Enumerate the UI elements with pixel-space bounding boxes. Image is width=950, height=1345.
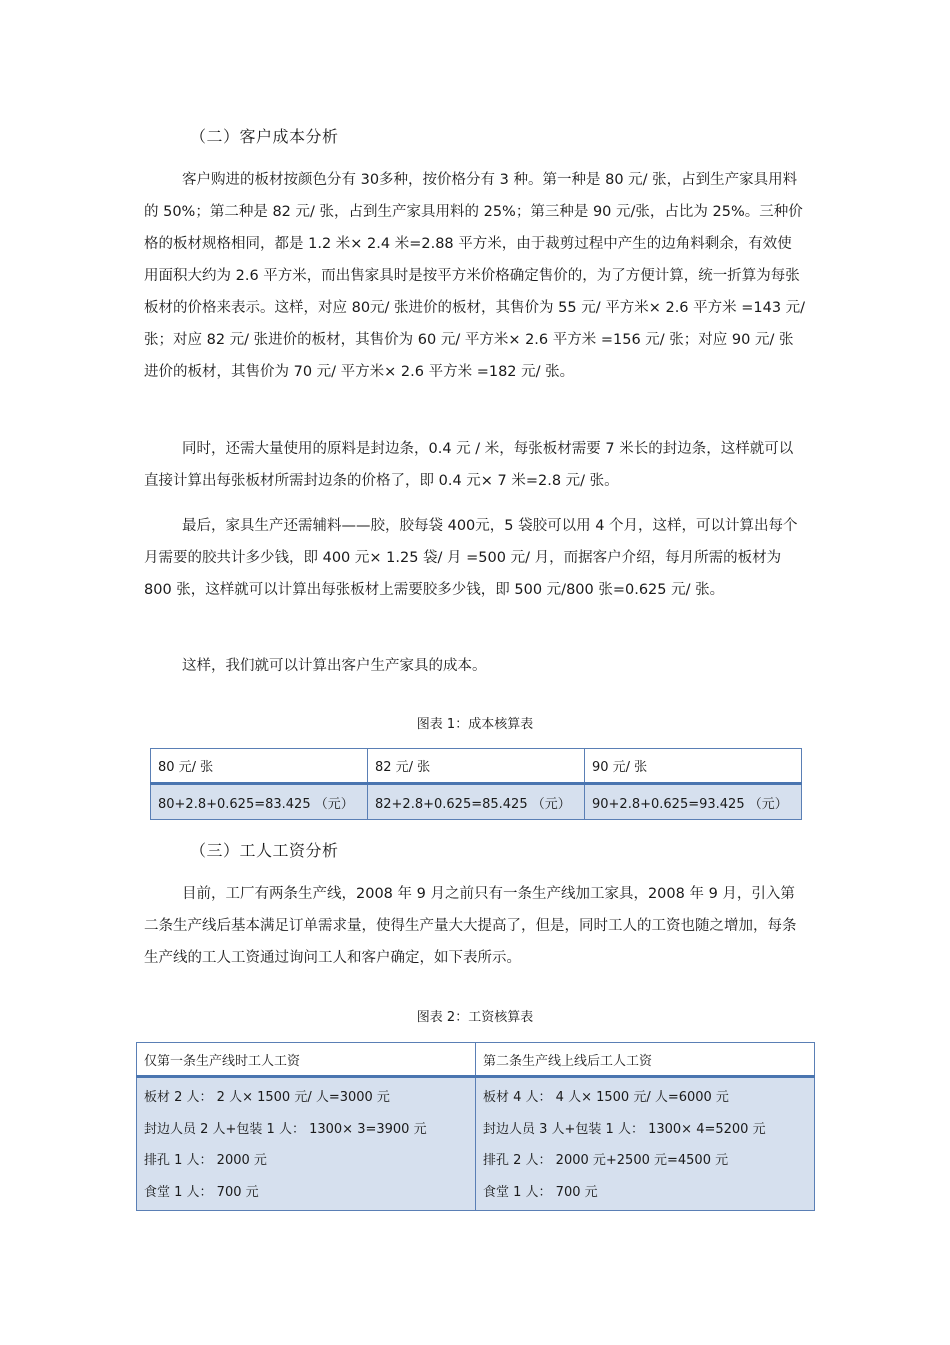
table1-caption: 图表 1：成本核算表 bbox=[416, 717, 534, 732]
cost-table-cell: 80+2.8+0.625=83.425 （元） bbox=[151, 784, 368, 820]
wage-item: 食堂 1 人： 700 元 bbox=[144, 1184, 259, 1200]
table2-caption: 图表 2：工资核算表 bbox=[416, 1010, 534, 1025]
cost-table-cell: 90+2.8+0.625=93.425 （元） bbox=[585, 784, 802, 820]
section-heading-customer-cost: （二）客户成本分析 bbox=[190, 127, 339, 146]
wage-table-cell-line2 bbox=[476, 1077, 815, 1211]
wage-table-header-row bbox=[137, 1043, 815, 1077]
section-heading-wage-analysis: （三）工人工资分析 bbox=[190, 841, 339, 860]
table-row bbox=[137, 1077, 815, 1211]
wage-table-cell-line1 bbox=[137, 1077, 476, 1211]
wage-item: 板材 2 人： 2 人× 1500 元/ 人=3000 元 bbox=[144, 1090, 390, 1105]
wage-item: 排孔 1 人： 2000 元 bbox=[144, 1153, 267, 1168]
wage-item: 封边人员 3 人+包装 1 人： 1300× 4=5200 元 bbox=[483, 1121, 766, 1137]
paragraph-edge-banding bbox=[144, 433, 806, 497]
cost-table bbox=[150, 748, 802, 820]
paragraph-conclusion bbox=[144, 650, 806, 682]
wage-item: 食堂 1 人： 700 元 bbox=[483, 1184, 598, 1200]
cost-table-cell: 82+2.8+0.625=85.425 （元） bbox=[368, 784, 585, 820]
wage-item: 封边人员 2 人+包装 1 人： 1300× 3=3900 元 bbox=[144, 1121, 427, 1137]
wage-item: 板材 4 人： 4 人× 1500 元/ 人=6000 元 bbox=[483, 1090, 729, 1105]
paragraph-glue bbox=[144, 510, 806, 606]
paragraph-text: 客户购进的板材按颜色分有 30多种，按价格分有 3 种。第一种是 80 元/ 张，占到生产家具用料的 50%；第二种是 82 元/ 张，占到生产家具用料的 25%；第三种是 90 元/张，占比为 25%。三种价格的板材规格相同，都是 1.2 米× 2.4 米=2.88 平方米，由于裁剪过程中产生的边角料剩余，有效使用面积大约为 2.6 平方米，而出售家具时是按平方米价格确定售价的，为了方便计算，统一折算为每张板材的价格来表示。这样，对应 80元/ 张进价的板材，其售价为 55 元/ 平方米× 2.6 平方米 =143 元/ 张；对应 82 元/ 张进价的板材，其售价为 60 元/ 平方米× 2.6 平方米 =156 元/ 张；对应 90 元/ 张进价的板材，其售价为 70 元/ 平方米× 2.6 平方米 =182 元/ 张。 bbox=[144, 172, 806, 380]
wage-table bbox=[136, 1042, 815, 1211]
paragraph-board-prices bbox=[144, 164, 806, 388]
cost-table-header: 82 元/ 张 bbox=[368, 749, 585, 784]
wage-table-header: 仅第一条生产线时工人工资 bbox=[137, 1043, 476, 1077]
cost-table-header: 90 元/ 张 bbox=[585, 749, 802, 784]
table-row bbox=[151, 784, 802, 820]
wage-item: 排孔 2 人： 2000 元+2500 元=4500 元 bbox=[483, 1153, 729, 1168]
cost-table-header: 80 元/ 张 bbox=[151, 749, 368, 784]
paragraph-text: 目前，工厂有两条生产线，2008 年 9 月之前只有一条生产线加工家具，2008 年 9 月，引入第二条生产线后基本满足订单需求量，使得生产量大大提高了，但是，同时工人的工资也随之增加，每条生产线的工人工资通过询问工人和客户确定，如下表所示。 bbox=[144, 886, 797, 966]
paragraph-text: 这样，我们就可以计算出客户生产家具的成本。 bbox=[182, 658, 487, 674]
paragraph-text: 同时，还需大量使用的原料是封边条，0.4 元 / 米，每张板材需要 7 米长的封边条，这样就可以直接计算出每张板材所需封边条的价格了，即 0.4 元× 7 米=2.8 元/ 张。 bbox=[144, 441, 794, 489]
paragraph-text: 最后，家具生产还需辅料——胶，胶每袋 400元，5 袋胶可以用 4 个月，这样，可以计算出每个月需要的胶共计多少钱，即 400 元× 1.25 袋/ 月 =500 元/ 月，而据客户介绍，每月所需的板材为 800 张，这样就可以计算出每张板材上需要胶多少钱，即 500 元/800 张=0.625 元/ 张。 bbox=[144, 518, 798, 598]
paragraph-production-lines bbox=[144, 878, 806, 974]
wage-table-header: 第二条生产线上线后工人工资 bbox=[476, 1043, 815, 1077]
cost-table-header-row bbox=[151, 749, 802, 784]
